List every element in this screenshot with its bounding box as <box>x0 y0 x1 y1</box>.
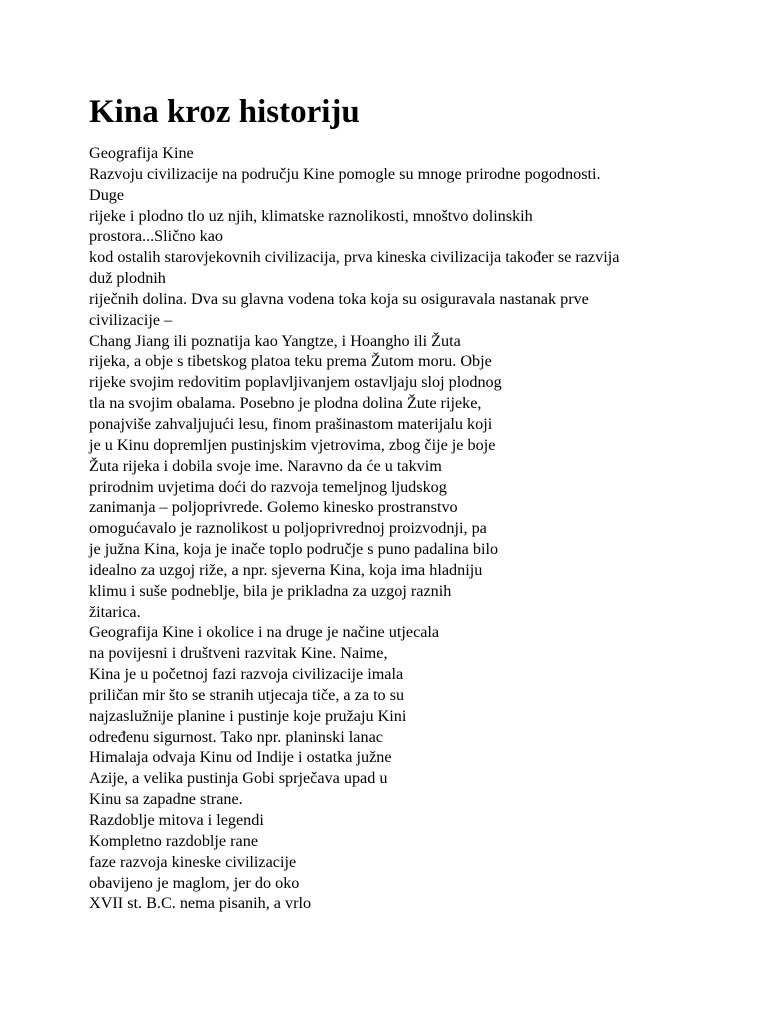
text-line: Kina je u početnoj fazi razvoja civilizacije imala <box>89 665 404 684</box>
text-line: Žuta rijeka i dobila svoje ime. Naravno da će u takvim <box>89 456 442 475</box>
text-line: rijeke i plodno tlo uz njih, klimatske raznolikosti, mnoštvo dolinskih <box>89 206 533 225</box>
text-line: XVII st. B.C. nema pisanih, a vrlo <box>89 894 312 913</box>
text-line: ponajviše zahvaljujući lesu, finom prašinastom materijalu koji <box>89 414 493 433</box>
document-body <box>89 143 619 914</box>
text-line: najzaslužnije planine i pustinje koje pružaju Kini <box>89 706 407 725</box>
text-line: rijeke svojim redovitim poplavljivanjem ostavljaju sloj plodnog <box>89 373 502 392</box>
text-line: tla na svojim obalama. Posebno je plodna dolina Žute rijeke, <box>89 394 482 413</box>
text-line: rijeka, a obje s tibetskog platoa teku prema Žutom moru. Obje <box>89 352 492 371</box>
text-line: prirodnim uvjetima doći do razvoja temeljnog ljudskog <box>89 477 447 496</box>
text-line: omogućavalo je raznolikost u poljoprivrednoj proizvodnji, pa <box>89 519 487 538</box>
text-line: duž plodnih <box>89 269 166 288</box>
text-line: prostora...Slično kao <box>89 227 223 246</box>
text-line: Chang Jiang ili poznatija kao Yangtze, i Hoangho ili Žuta <box>89 331 461 350</box>
text-line: idealno za uzgoj riže, a npr. sjeverna Kina, koja ima hladniju <box>89 560 483 579</box>
text-line: kod ostalih starovjekovnih civilizacija, prva kineska civilizacija također se razvija <box>89 248 620 267</box>
text-line: Azije, a velika pustinja Gobi sprječava upad u <box>89 769 388 788</box>
text-line: žitarica. <box>89 602 141 621</box>
text-line: Razdoblje mitova i legendi <box>89 811 264 829</box>
text-line: Kinu sa zapadne strane. <box>89 790 243 809</box>
text-line: obavijeno je maglom, jer do oko <box>89 873 300 892</box>
text-line: civilizacije – <box>89 310 173 329</box>
document-title: Kina kroz historiju <box>89 94 360 130</box>
text-line: određenu sigurnost. Tako npr. planinski lanac <box>89 727 383 746</box>
text-line: je u Kinu dopremljen pustinjskim vjetrovima, zbog čije je boje <box>89 435 496 454</box>
text-line: Razvoju civilizacije na području Kine pomogle su mnoge prirodne pogodnosti. <box>89 164 601 183</box>
text-line: Duge <box>89 185 125 204</box>
text-line: Geografija Kine <box>89 144 194 162</box>
text-line: je južna Kina, koja je inače toplo područje s puno padalina bilo <box>89 540 499 559</box>
text-line: Himalaja odvaja Kinu od Indije i ostatka južne <box>89 748 392 767</box>
text-line: zanimanja – poljoprivrede. Golemo kinesko prostranstvo <box>89 498 458 517</box>
text-line: riječnih dolina. Dva su glavna vodena toka koja su osiguravala nastanak prve <box>89 289 589 308</box>
text-line: Kompletno razdoblje rane <box>89 831 259 850</box>
text-line: faze razvoja kineske civilizacije <box>89 852 297 871</box>
text-line: Geografija Kine i okolice i na druge je načine utjecala <box>89 623 440 642</box>
text-line: klimu i suše podneblje, bila je prikladna za uzgoj raznih <box>89 581 452 600</box>
text-line: na povijesni i društveni razvitak Kine. Naime, <box>89 644 388 663</box>
text-line: priličan mir što se stranih utjecaja tiče, a za to su <box>89 685 405 704</box>
